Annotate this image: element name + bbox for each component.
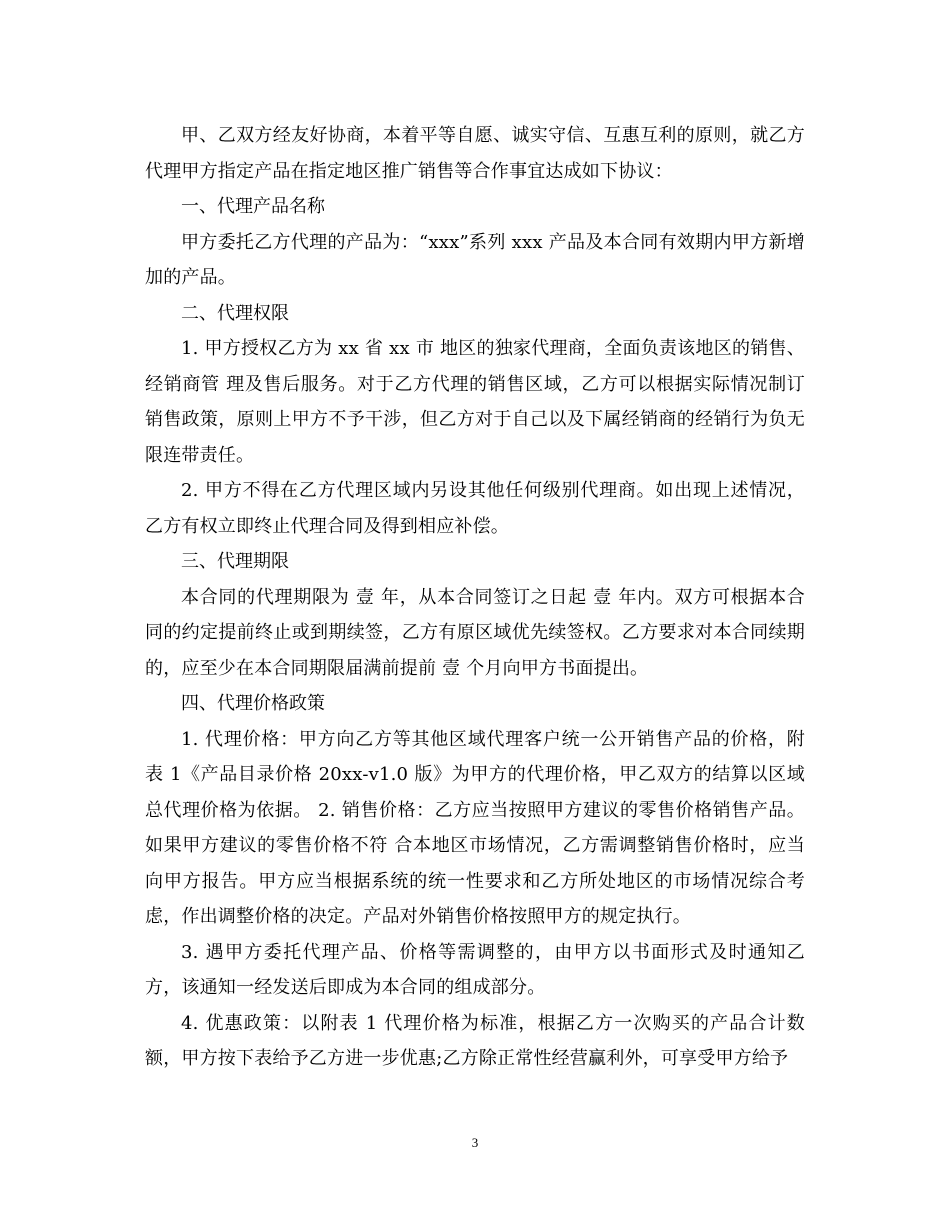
section-heading-4: 四、代理价格政策 — [181, 693, 325, 714]
paragraph-product-name: 甲方委托乙方代理的产品为：“xxx”系列 xxx 产品及本合同有效期内甲方新增加的产品。 — [145, 231, 805, 288]
paragraph-authority-1: 1. 甲方授权乙方为 xx 省 xx 市 地区的独家代理商，全面负责该地区的销售、经销商管 理及售后服务。对于乙方代理的销售区域，乙方可以根据实际情况制订销售政策，原则上甲方不予干涉，但乙方对于自己以及下属经销商的经销行为负无限连带责任。 — [145, 338, 805, 466]
document-body — [145, 118, 805, 1077]
section-heading-3: 三、代理期限 — [181, 551, 289, 572]
paragraph-price-1-2: 1. 代理价格：甲方向乙方等其他区域代理客户统一公开销售产品的价格，附表 1《产品目录价格 20xx-v1.0 版》为甲方的代理价格，甲乙双方的结算以区域总代理价格为依据。 2. 销售价格：乙方应当按照甲方建议的零售价格销售产品。如果甲方建议的零售价格不符 合本地区市场情况，乙方需调整销售价格时，应当向甲方报告。甲方应当根据系统的统一性要求和乙方所处地区的市场情况综合考虑，作出调整价格的决定。产品对外销售价格按照甲方的规定执行。 — [145, 728, 805, 927]
paragraph-price-3: 3. 遇甲方委托代理产品、价格等需调整的，由甲方以书面形式及时通知乙方，该通知一经发送后即成为本合同的组成部分。 — [145, 941, 805, 998]
page-number: 3 — [471, 1135, 479, 1150]
section-heading-2: 二、代理权限 — [181, 302, 289, 324]
paragraph-term: 本合同的代理期限为 壹 年，从本合同签订之日起 壹 年内。双方可根据本合同的约定提前终止或到期续签，乙方有原区域优先续签权。乙方要求对本合同续期的，应至少在本合同期限届满前提前 壹 个月向甲方书面提出。 — [145, 586, 805, 679]
paragraph-intro: 甲、乙双方经友好协商，本着平等自愿、诚实守信、互惠互利的原则，就乙方代理甲方指定产品在指定地区推广销售等合作事宜达成如下协议： — [145, 125, 805, 182]
section-heading-1: 一、代理产品名称 — [181, 196, 325, 217]
paragraph-price-4: 4. 优惠政策：以附表 1 代理价格为标准，根据乙方一次购买的产品合计数额，甲方按下表给予乙方进一步优惠;乙方除正常性经营赢利外，可享受甲方给予 — [145, 1012, 805, 1069]
paragraph-authority-2: 2. 甲方不得在乙方代理区域内另设其他任何级别代理商。如出现上述情况，乙方有权立即终止代理合同及得到相应补偿。 — [145, 480, 805, 537]
